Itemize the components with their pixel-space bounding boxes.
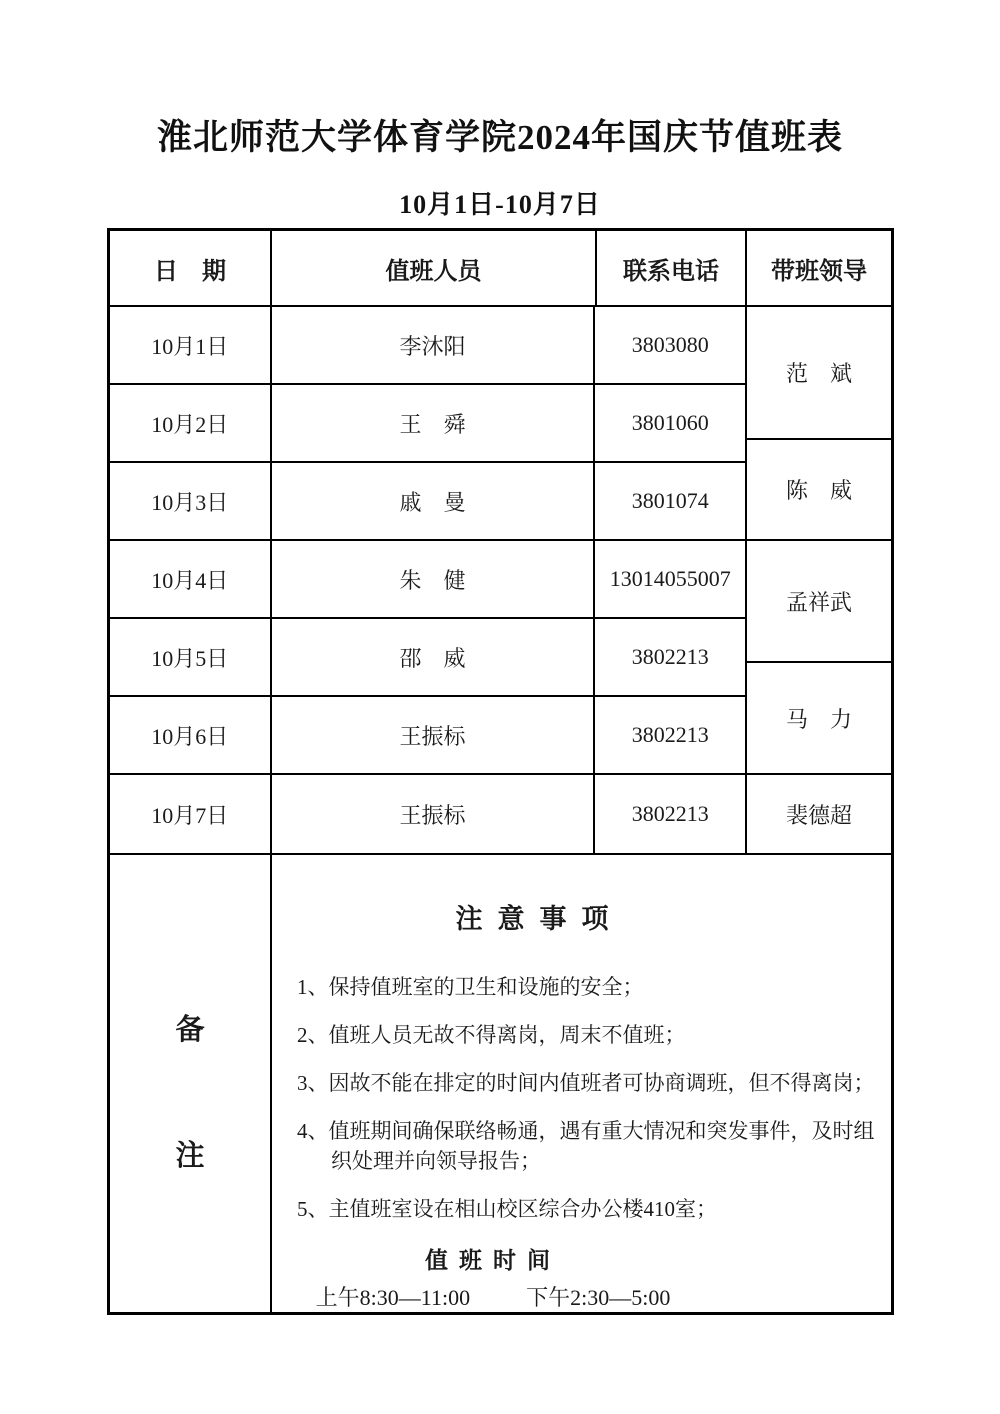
note-item: 4、值班期间确保联络畅通，遇有重大情况和突发事件，及时组织处理并向领导报告；	[297, 1119, 875, 1173]
page-title: 淮北师范大学体育学院2024年国庆节值班表	[156, 118, 843, 157]
person-cell: 王 舜	[272, 385, 596, 461]
table-row	[110, 619, 745, 697]
date-cell: 10月4日	[110, 541, 272, 617]
phone-cell: 3803080	[631, 332, 709, 357]
person-cell: 朱 健	[272, 541, 596, 617]
header-cell-date: 日 期	[110, 231, 272, 305]
duty-time-title: 值班时间	[425, 1247, 561, 1273]
remarks-label	[110, 855, 272, 1312]
remarks-label-char-bottom: 注	[175, 1140, 205, 1172]
phone-cell: 3802213	[631, 722, 709, 747]
leader-cell: 孟祥武	[747, 541, 891, 663]
duty-time-afternoon: 下午2:30—5:00	[526, 1285, 671, 1310]
note-item: 5、主值班室设在相山校区综合办公楼410室；	[297, 1197, 717, 1221]
leader-cell: 马 力	[747, 663, 891, 775]
date-cell: 10月6日	[110, 697, 272, 773]
table-body	[110, 307, 891, 853]
date-cell: 10月7日	[110, 775, 272, 853]
table-row	[110, 463, 745, 541]
date-rows	[110, 307, 747, 853]
duty-roster-table	[107, 228, 894, 1315]
leader-column	[747, 307, 891, 853]
header-cell-leader: 带班领导	[771, 257, 867, 285]
date-cell: 10月1日	[110, 307, 272, 383]
remarks-content	[272, 855, 891, 1312]
duty-time-block	[313, 1242, 673, 1312]
note-item: 2、值班人员无故不得离岗，周末不值班；	[297, 1023, 686, 1047]
person-cell: 李沐阳	[272, 307, 596, 383]
table-row	[110, 541, 745, 619]
date-range-subtitle: 10月1日-10月7日	[399, 190, 601, 219]
remarks-label-char-top: 备	[175, 1014, 205, 1046]
table-header-row	[110, 231, 891, 307]
phone-cell: 3801060	[631, 410, 709, 435]
note-item: 1、保持值班室的卫生和设施的安全；	[297, 975, 644, 999]
leader-cell: 裴德超	[785, 802, 852, 828]
person-cell: 戚 曼	[272, 463, 596, 539]
header-cell-person: 值班人员	[272, 231, 597, 305]
notes-title: 注意事项	[455, 904, 624, 934]
table-row	[110, 697, 745, 775]
remarks-row	[110, 853, 891, 1312]
leader-cell: 范 斌	[747, 307, 891, 440]
date-cell: 10月5日	[110, 619, 272, 695]
phone-cell: 13014055007	[609, 566, 731, 591]
duty-time-values	[313, 1281, 673, 1312]
person-cell: 邵 威	[272, 619, 596, 695]
table-row	[110, 307, 745, 385]
note-item: 3、因故不能在排定的时间内值班者可协商调班，但不得离岗；	[297, 1071, 875, 1095]
phone-cell: 3802213	[631, 801, 709, 826]
table-row	[110, 385, 745, 463]
person-cell: 王振标	[272, 775, 596, 853]
table-row	[110, 775, 745, 853]
header-cell-phone: 联系电话	[597, 231, 747, 305]
leader-cell: 陈 威	[747, 440, 891, 541]
person-cell: 王振标	[272, 697, 596, 773]
date-cell: 10月2日	[110, 385, 272, 461]
phone-cell: 3802213	[631, 644, 709, 669]
duty-time-morning: 上午8:30—11:00	[315, 1285, 471, 1310]
date-cell: 10月3日	[110, 463, 272, 539]
phone-cell: 3801074	[631, 488, 709, 513]
